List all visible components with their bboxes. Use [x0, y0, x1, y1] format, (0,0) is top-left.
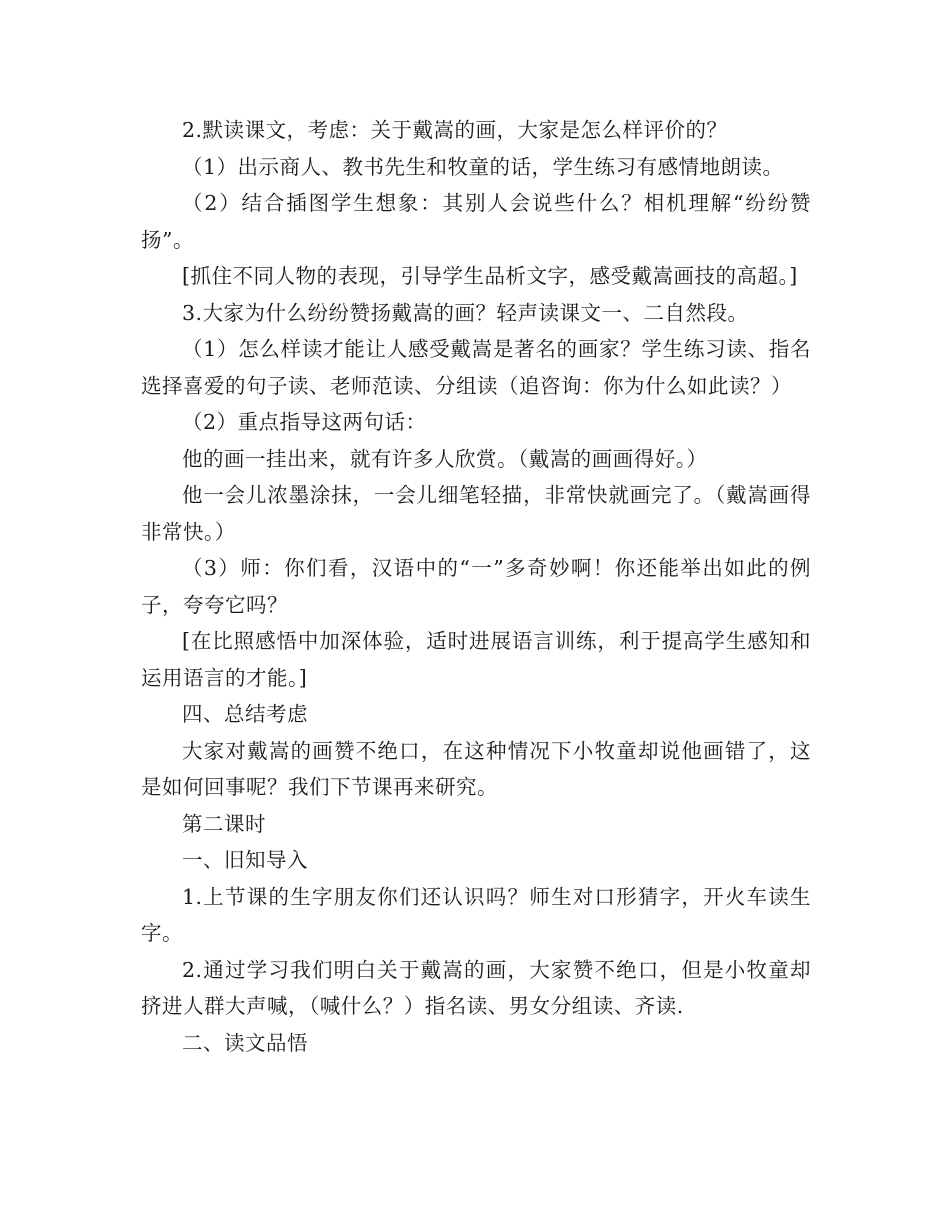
paragraph: [在比照感悟中加深体验，适时进展语言训练，利于提高学生感知和运用语言的才能。] — [141, 629, 811, 690]
paragraph: （3）师：你们看，汉语中的“一”多奇妙啊！你还能举出如此的例子，夸夸它吗？ — [141, 556, 811, 617]
paragraph: 3.大家为什么纷纷赞扬戴嵩的画？轻声读课文一、二自然段。 — [182, 300, 749, 325]
paragraph: 他一会儿浓墨涂抹，一会儿细笔轻描，非常快就画完了。（戴嵩画得非常快。） — [141, 483, 811, 544]
document-page — [141, 112, 811, 1061]
paragraph: [抓住不同人物的表现，引导学生品析文字，感受戴嵩画技的高超。] — [182, 264, 798, 288]
paragraph: （2）重点指导这两句话： — [182, 410, 427, 434]
paragraph: 1.上节课的生字朋友你们还认识吗？师生对口形猜字，开火车读生字。 — [141, 884, 811, 945]
section-heading: 一、旧知导入 — [182, 848, 308, 872]
paragraph: 大家对戴嵩的画赞不绝口，在这种情况下小牧童却说他画错了，这是如何回事呢？我们下节课再来研究。 — [141, 738, 811, 799]
section-heading: 四、总结考虑 — [182, 702, 308, 726]
paragraph: （1）出示商人、教书先生和牧童的话，学生练习有感情地朗读。 — [182, 154, 784, 179]
paragraph: 2.通过学习我们明白关于戴嵩的画，大家赞不绝口，但是小牧童却挤进人群大声喊，（喊什么？）指名读、男女分组读、齐读. — [141, 957, 811, 1018]
paragraph: 他的画一挂出来，就有许多人欣赏。（戴嵩的画画得好。） — [182, 446, 708, 471]
lesson-heading: 第二课时 — [182, 811, 266, 836]
paragraph: （1）怎么样读才能让人感受戴嵩是著名的画家？学生练习读、指名选择喜爱的句子读、老师范读、分组读（追咨询：你为什么如此读？） — [141, 337, 811, 398]
section-heading: 二、读文品悟 — [182, 1030, 308, 1055]
paragraph: 2.默读课文，考虑：关于戴嵩的画，大家是怎么样评价的？ — [182, 118, 728, 142]
paragraph: （2）结合插图学生想象：其别人会说些什么？相机理解“纷纷赞扬”。 — [141, 191, 811, 252]
